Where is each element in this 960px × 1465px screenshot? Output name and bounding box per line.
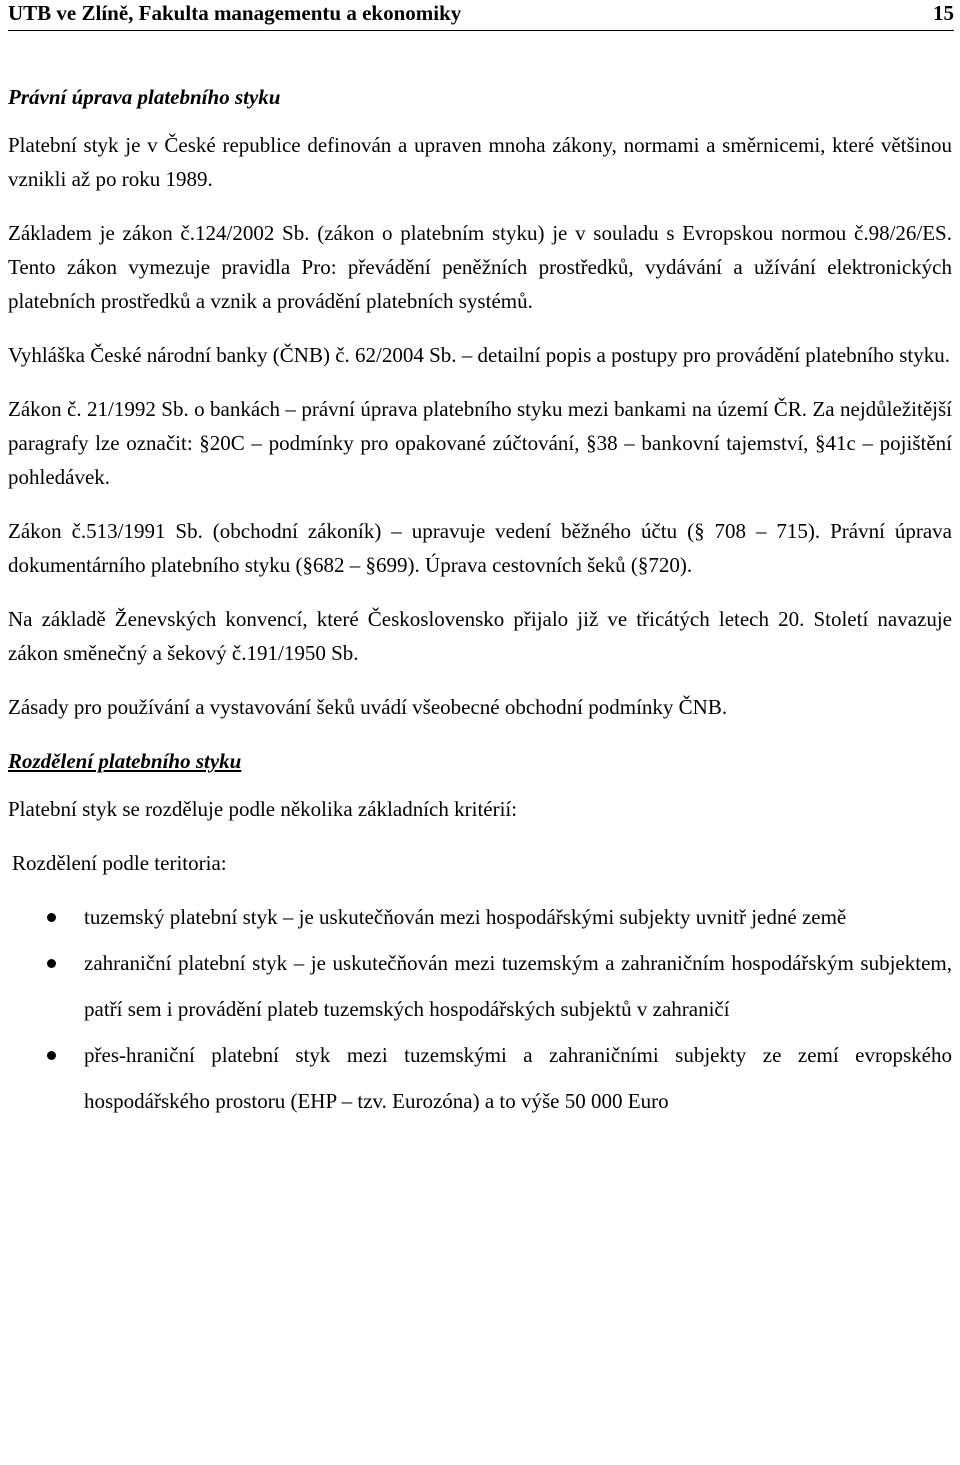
- document-body: [8, 80, 952, 1124]
- subheading-territory: Rozdělení podle teritoria:: [12, 851, 227, 875]
- list-item: [8, 940, 952, 1032]
- bullet-icon: [47, 959, 56, 968]
- paragraph: Platební styk je v České republice definován a upraven mnoha zákony, normami a směrnicemi, které většinou vznikli až po roku 1989.: [8, 133, 952, 191]
- list-item-text: zahraniční platební styk – je uskutečňován mezi tuzemským a zahraničním hospodářským subjektem, patří sem i provádění plateb tuzemských hospodářských subjektů v zahraničí: [84, 951, 952, 1021]
- list-item: [8, 1032, 952, 1124]
- paragraph: Na základě Ženevských konvencí, které Československo přijalo již ve třicátých letech 20. Století navazuje zákon směnečný a šekový č.191/1950 Sb.: [8, 607, 952, 665]
- list-item-text: tuzemský platební styk – je uskutečňován mezi hospodářskými subjekty uvnitř jedné země: [84, 905, 847, 929]
- section-heading-legal: Právní úprava platebního styku: [8, 85, 281, 109]
- bullet-icon: [47, 1051, 56, 1060]
- paragraph: Vyhláška České národní banky (ČNB) č. 62/2004 Sb. – detailní popis a postupy pro provádění platebního styku.: [8, 343, 950, 367]
- header-title: UTB ve Zlíně, Fakulta managementu a ekonomiky: [8, 1, 462, 25]
- paragraph: Platební styk se rozděluje podle několika základních kritérií:: [8, 797, 518, 821]
- section-heading-division: Rozdělení platebního styku: [8, 749, 242, 773]
- bullet-list: [8, 894, 952, 1124]
- list-item-text: přes-hraniční platební styk mezi tuzemskými a zahraničními subjekty ze zemí evropského hospodářského prostoru (EHP – tzv. Eurozóna) a to výše 50 000 Euro: [84, 1043, 952, 1113]
- paragraph: Základem je zákon č.124/2002 Sb. (zákon o platebním styku) je v souladu s Evropskou normou č.98/26/ES. Tento zákon vymezuje pravidla Pro: převádění peněžních prostředků, vydávání a užívání elektronických platebních prostředků a vznik a provádění platebních systémů.: [8, 221, 952, 313]
- paragraph: Zákon č. 21/1992 Sb. o bankách – právní úprava platebního styku mezi bankami na území ČR. Za nejdůležitější paragrafy lze označit: §20C – podmínky pro opakované zúčtování, §38 – bankovní tajemství, §41c – pojištění pohledávek.: [8, 397, 952, 489]
- paragraph: Zákon č.513/1991 Sb. (obchodní zákoník) – upravuje vedení běžného účtu (§ 708 – 715). Právní úprava dokumentárního platebního styku (§682 – §699). Úprava cestovních šeků (§720).: [8, 519, 952, 577]
- page-number: 15: [933, 1, 954, 25]
- page-header: [8, 0, 954, 31]
- bullet-icon: [47, 913, 56, 922]
- paragraph: Zásady pro používání a vystavování šeků uvádí všeobecné obchodní podmínky ČNB.: [8, 695, 728, 719]
- list-item: [8, 894, 952, 940]
